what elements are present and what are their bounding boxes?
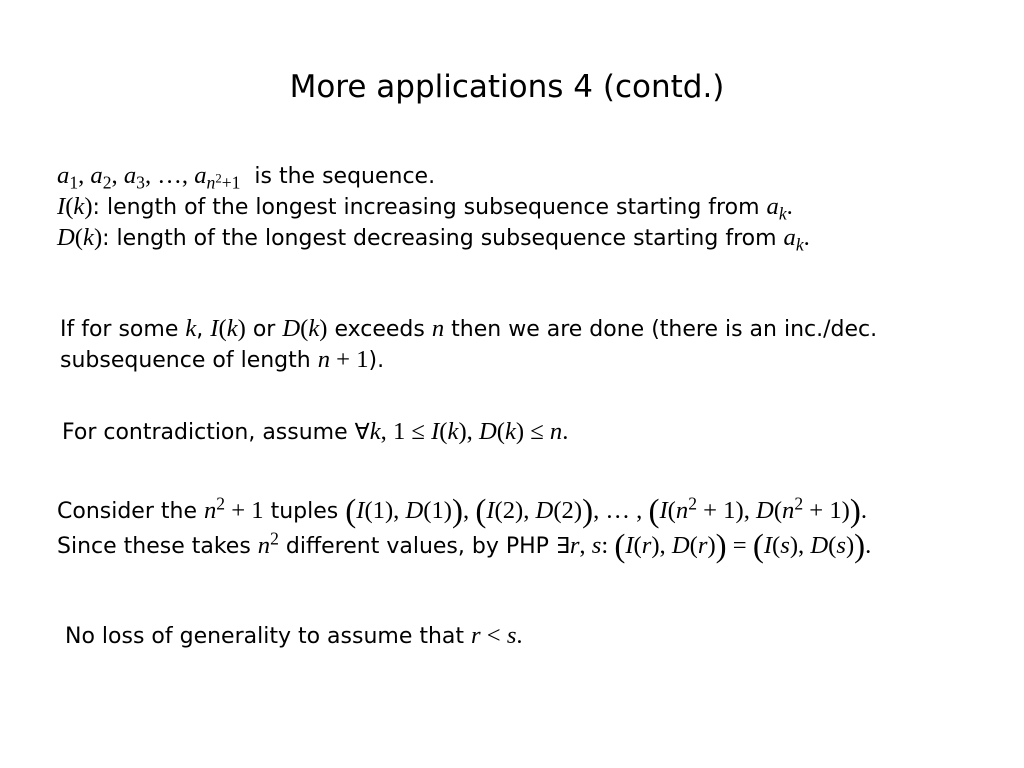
math-variable: r — [697, 532, 708, 559]
exceeds-case-line-1 — [60, 314, 877, 345]
math-big-paren: ( — [752, 528, 764, 565]
math-big-paren: ) — [849, 493, 861, 530]
math-symbol: , …, — [144, 162, 195, 189]
math-symbol: ), — [789, 532, 811, 559]
math-variable: k — [226, 315, 238, 342]
math-variable: n — [549, 418, 563, 445]
text-run: For contradiction, assume — [62, 420, 355, 445]
math-symbol: . — [803, 224, 810, 251]
math-variable: D — [282, 315, 301, 342]
math-symbol: : — [601, 532, 615, 559]
math-symbol: ( — [65, 193, 74, 220]
math-variable: n — [257, 532, 271, 559]
math-symbol: ( — [828, 532, 837, 559]
math-big-paren: ( — [345, 493, 357, 530]
math-symbol: ) — [707, 532, 716, 559]
text-run: : length of the longest increasing subsequence starting from — [92, 195, 767, 220]
math-big-paren: ( — [648, 493, 660, 530]
contradiction-assumption-line — [62, 417, 568, 448]
math-symbol: , — [463, 497, 476, 524]
math-symbol: . — [562, 418, 569, 445]
math-superscript: 2 — [688, 493, 697, 514]
math-symbol: ( — [689, 532, 698, 559]
math-variable: D — [671, 532, 690, 559]
text-run: , — [196, 317, 211, 342]
math-superscript: 2 — [215, 171, 222, 186]
math-symbol: + 1), — [696, 497, 757, 524]
math-symbol: ), — [458, 418, 479, 445]
text-run: different values, by PHP — [278, 534, 556, 559]
math-variable: I — [763, 532, 773, 559]
text-run: Consider the — [57, 499, 204, 524]
math-superscript: 2 — [216, 493, 226, 514]
math-symbol: . — [860, 497, 867, 524]
math-variable: s — [780, 532, 790, 559]
text-run: tuples — [263, 499, 346, 524]
math-variable: k — [73, 193, 85, 220]
math-symbol: (2), — [494, 497, 536, 524]
math-variable: D — [535, 497, 554, 524]
math-variable: a — [123, 162, 137, 189]
math-symbol: ( — [667, 497, 676, 524]
math-variable: I — [356, 497, 365, 524]
wlog-line — [65, 621, 523, 652]
text-run: then we are done (there is an inc./dec. — [444, 317, 878, 342]
math-big-paren: ( — [614, 528, 626, 565]
math-variable: I — [625, 532, 634, 559]
math-variable: I — [486, 497, 495, 524]
math-symbol: ) — [237, 315, 246, 342]
math-variable: a — [783, 224, 796, 251]
math-symbol: + 1 — [225, 497, 264, 524]
exceeds-case-line-2 — [60, 345, 384, 376]
math-superscript: 2 — [794, 493, 804, 514]
text-run: ∃ — [555, 534, 570, 559]
text-run: ). — [368, 348, 385, 373]
math-variable: D — [405, 497, 424, 524]
math-variable: n — [431, 315, 445, 342]
math-symbol: (1) — [423, 497, 452, 524]
math-variable: I — [431, 418, 440, 445]
math-symbol: = — [726, 532, 753, 559]
pigeonhole-line — [57, 528, 872, 565]
math-variable: r — [569, 532, 580, 559]
math-variable: I — [57, 193, 66, 220]
math-symbol: , … , — [593, 497, 649, 524]
math-variable: k — [308, 315, 320, 342]
math-variable: D — [756, 497, 774, 524]
math-variable: r — [471, 622, 481, 649]
math-symbol: < — [480, 622, 507, 649]
math-variable: a — [194, 162, 207, 189]
math-variable: k — [185, 315, 197, 342]
math-subscript: 2 — [102, 172, 112, 193]
math-variable: a — [90, 162, 103, 189]
math-variable: I — [659, 497, 668, 524]
math-big-paren: ) — [715, 528, 727, 565]
math-variable: k — [83, 224, 94, 251]
math-variable: n — [317, 346, 331, 373]
math-symbol: ( — [772, 532, 781, 559]
math-subscript: k — [778, 203, 787, 224]
math-symbol: + 1) — [803, 497, 850, 524]
math-symbol: . — [786, 193, 793, 220]
math-symbol: (2) — [553, 497, 583, 524]
text-run: subsequence of length — [60, 348, 318, 373]
math-variable: k — [447, 418, 459, 445]
math-subscript: k — [795, 234, 804, 255]
sequence-definition-line — [57, 161, 435, 192]
math-subscript: 3 — [136, 172, 145, 193]
math-subscript: 1 — [69, 172, 79, 193]
math-variable: a — [57, 162, 70, 189]
math-symbol: , — [579, 532, 592, 559]
math-big-paren: ) — [854, 528, 866, 565]
math-symbol: ) — [845, 532, 855, 559]
text-run: ∀ — [354, 420, 370, 445]
math-symbol: , — [111, 162, 124, 189]
math-superscript: 2 — [270, 528, 279, 549]
math-subscript: n — [206, 172, 216, 193]
math-variable: k — [504, 418, 516, 445]
math-variable: I — [210, 315, 219, 342]
math-variable: n — [782, 497, 795, 524]
math-variable: s — [506, 622, 517, 649]
math-symbol: (1), — [364, 497, 406, 524]
math-variable: D — [57, 224, 75, 251]
math-variable: s — [836, 532, 846, 559]
math-symbol: ( — [300, 315, 309, 342]
math-variable: n — [203, 497, 217, 524]
decreasing-definition-line — [57, 223, 810, 254]
math-variable: n — [675, 497, 689, 524]
math-variable: r — [641, 532, 652, 559]
text-run: is the sequence. — [240, 164, 436, 189]
math-symbol: , 1 ≤ — [380, 418, 432, 445]
math-symbol: ( — [496, 418, 505, 445]
math-symbol: ( — [439, 418, 448, 445]
math-symbol: , — [78, 162, 91, 189]
text-run: exceeds — [327, 317, 432, 342]
math-symbol: + 1 — [330, 346, 369, 373]
math-symbol: . — [865, 532, 872, 559]
math-symbol: ) ≤ — [515, 418, 550, 445]
text-run: : length of the longest decreasing subsequence starting from — [102, 226, 784, 251]
increasing-definition-line — [57, 192, 793, 223]
math-big-paren: ) — [452, 493, 463, 530]
math-symbol: . — [516, 622, 523, 649]
math-symbol: ) — [319, 315, 328, 342]
math-variable: k — [369, 418, 381, 445]
math-symbol: ) — [93, 224, 103, 251]
math-symbol: ( — [74, 224, 83, 251]
tuples-line — [57, 493, 867, 530]
text-run: If for some — [60, 317, 186, 342]
math-variable: D — [478, 418, 497, 445]
math-variable: D — [810, 532, 829, 559]
math-big-paren: ( — [475, 493, 487, 530]
math-symbol: ( — [633, 532, 642, 559]
math-subscript: +1 — [221, 172, 241, 193]
math-big-paren: ) — [582, 493, 594, 530]
slide-title: More applications 4 (contd.) — [289, 69, 725, 105]
text-run: Since these takes — [57, 534, 258, 559]
math-variable: s — [591, 532, 602, 559]
math-symbol: ) — [84, 193, 93, 220]
math-symbol: ), — [651, 532, 672, 559]
math-symbol: ( — [773, 497, 783, 524]
math-variable: a — [766, 193, 779, 220]
math-symbol: ( — [218, 315, 227, 342]
text-run: No loss of generality to assume that — [65, 624, 472, 649]
text-run: or — [245, 317, 283, 342]
